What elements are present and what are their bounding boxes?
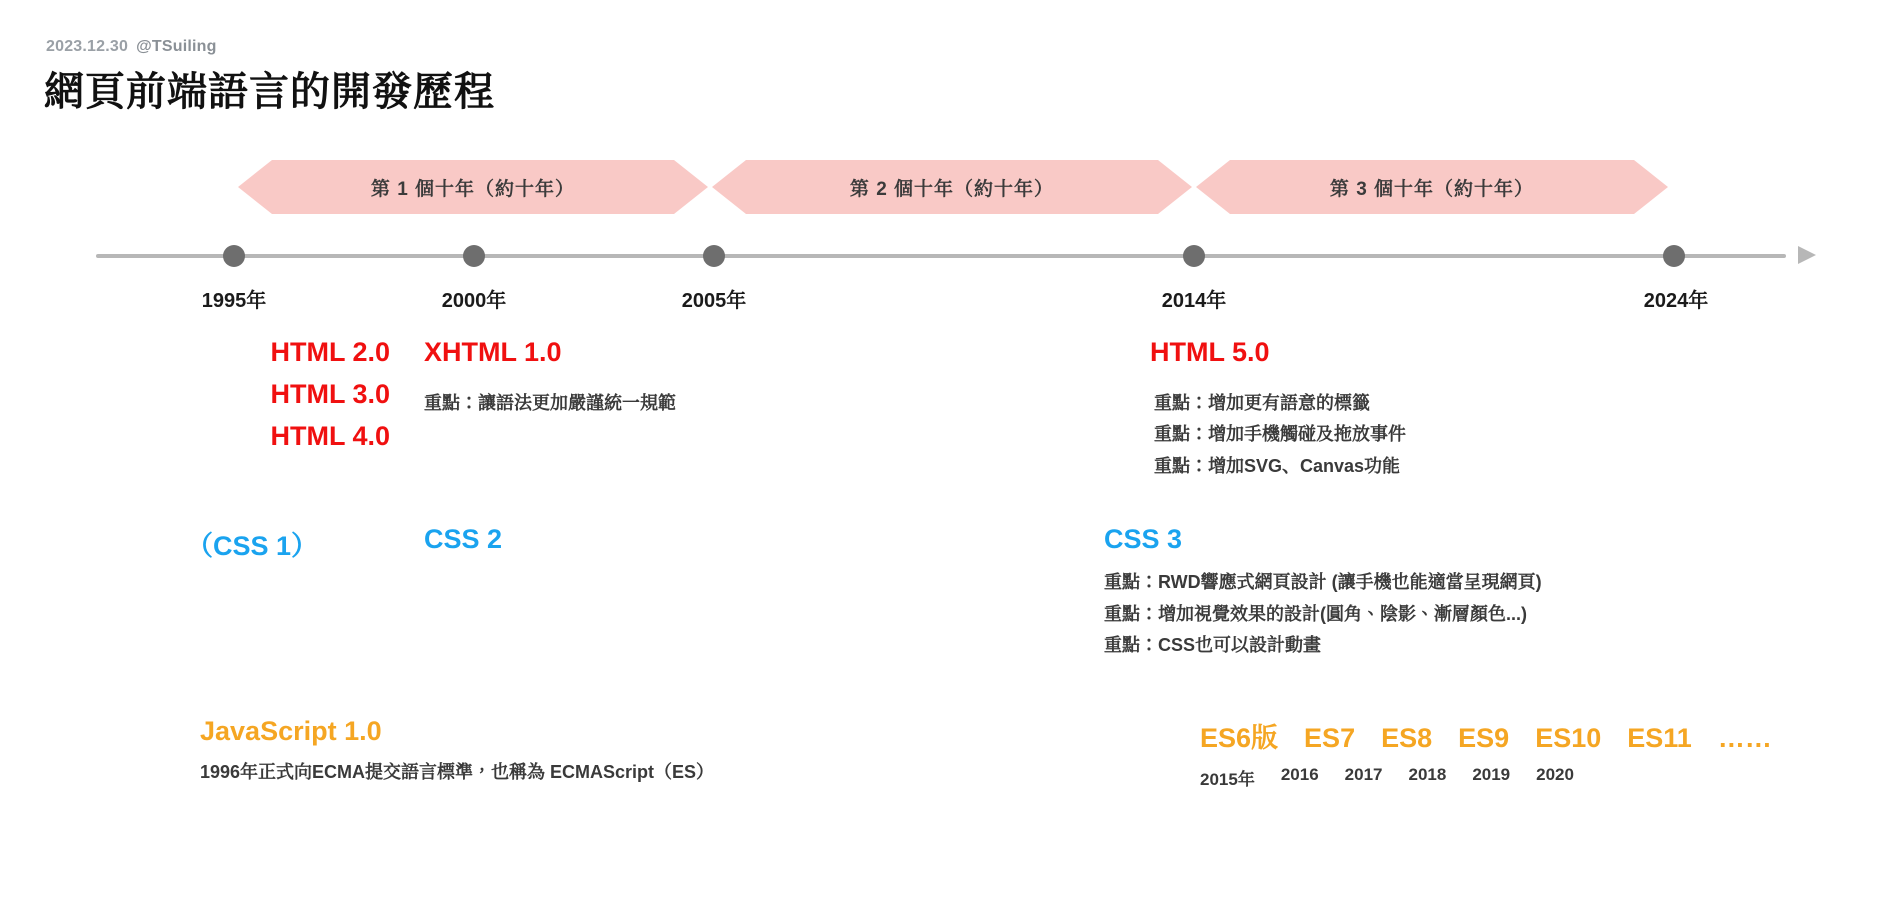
css3-notes [1104,567,1542,662]
javascript-group [200,716,714,789]
decade-band-group [0,160,1900,220]
css3-note-1: 重點：RWD響應式網頁設計 (讓手機也能適當呈現網頁) [1104,572,1542,592]
css3-title: CSS 3 [1104,524,1183,554]
css3-note-2: 重點：增加視覺效果的設計(圓角、陰影、漸層顏色...) [1104,603,1527,624]
es-version-es9: ES9 [1458,723,1510,753]
html5-notes [1154,388,1406,483]
html-version-1: HTML 2.0 [270,337,390,367]
axis-line [96,254,1786,258]
es-version-es6: ES6版 [1200,723,1279,753]
es-year-2019: 2019 [1472,765,1511,784]
es-year-2017: 2017 [1344,765,1383,784]
css2-group [424,524,502,555]
javascript-title: JavaScript 1.0 [200,716,382,746]
css1-group [186,524,318,563]
css1-title: （CSS 1） [186,531,319,561]
html-version-2: HTML 3.0 [270,378,390,409]
timeline-dot-2024 [1663,245,1685,267]
decade-label: 第 3 個十年（約十年） [1329,178,1535,200]
xhtml-title: XHTML 1.0 [424,337,562,367]
es-year-2015: 2015年 [1200,770,1255,789]
decade-band-1 [238,160,708,214]
timeline-axis [96,252,1816,312]
html5-note-2: 重點：增加手機觸碰及拖放事件 [1154,424,1406,445]
es-version-es8: ES8 [1381,723,1433,753]
timeline-dot-2014 [1183,245,1205,267]
ecmascript-version-row [1200,716,1772,755]
css3-note-3: 重點：CSS也可以設計動畫 [1104,635,1322,655]
timeline-dot-2005 [703,245,725,267]
es-year-2016: 2016 [1280,765,1319,784]
ecmascript-year-row [1200,765,1772,790]
es-version-es11: ES11 [1627,723,1692,753]
timeline-year-2014: 2014年 [1161,290,1227,312]
html-1995-group [150,332,390,458]
axis-arrow-icon [1798,246,1816,264]
html5-title: HTML 5.0 [1150,337,1270,367]
es-version-more: …… [1717,723,1772,753]
es-version-es7: ES7 [1304,723,1356,753]
es-version-es10: ES10 [1535,723,1602,753]
xhtml-2000-group [424,332,676,419]
es-year-2018: 2018 [1408,765,1447,784]
decade-label: 第 1 個十年（約十年） [370,178,576,200]
css2-title: CSS 2 [424,524,503,554]
meta-date: 2023.12.30 [46,38,129,55]
page-title: 網頁前端語言的開發歷程 [44,70,495,114]
html5-note-1: 重點：增加更有語意的標籤 [1154,392,1370,413]
ecmascript-group [1200,716,1772,790]
meta-line [46,38,217,56]
timeline-year-2005: 2005年 [681,290,747,312]
decade-label: 第 2 個十年（約十年） [849,178,1055,200]
timeline-year-2000: 2000年 [441,290,507,312]
html5-note-3: 重點：增加SVG、Canvas功能 [1154,455,1401,476]
xhtml-note: 重點：讓語法更加嚴謹統一規範 [424,392,676,413]
meta-handle: @TSuiling [136,38,217,55]
decade-band-2 [712,160,1192,214]
timeline-dot-1995 [223,245,245,267]
timeline-year-1995: 1995年 [201,290,267,312]
es-year-2020: 2020 [1536,765,1574,784]
timeline-year-2024: 2024年 [1643,290,1709,312]
timeline-dot-2000 [463,245,485,267]
html-version-3: HTML 4.0 [270,420,390,451]
html5-2014-group [1150,332,1406,482]
decade-band-3 [1196,160,1668,214]
css3-group [1104,524,1542,662]
javascript-note: 1996年正式向ECMA提交語言標準，也稱為 ECMAScript（ES） [200,762,715,782]
